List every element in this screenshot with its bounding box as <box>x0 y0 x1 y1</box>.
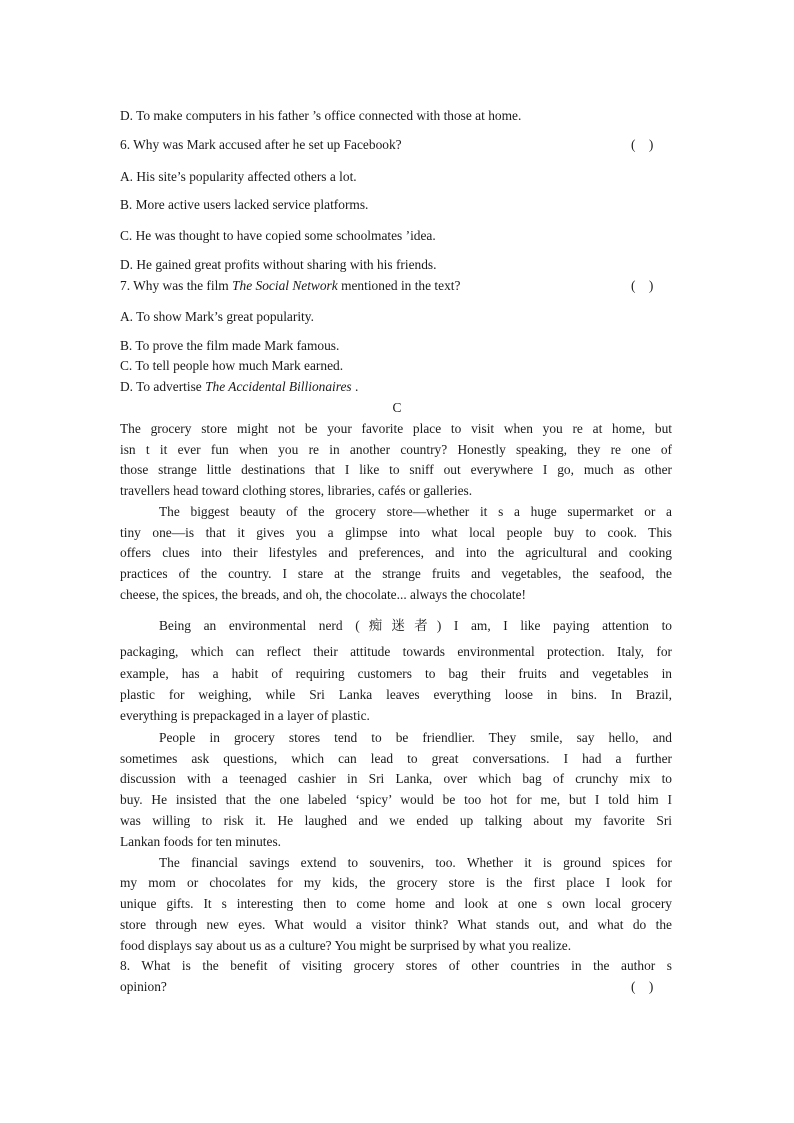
passage-line: cheese, the spices, the breads, and oh, the chocolate... always the chocolate! <box>120 587 527 602</box>
q7-answer-blank[interactable]: ( ) <box>631 278 654 293</box>
passage-heading: C <box>392 400 402 415</box>
passage-line: isn t it ever fun when you re in another country? Honestly speaking, they re one of <box>120 442 672 457</box>
passage-line: The financial savings extend to souvenirs, too. Whether it is ground spices for <box>159 855 672 870</box>
passage-line: Being an environmental nerd (痴迷者) I am, I like paying attention to <box>159 618 672 633</box>
q7-option-d <box>120 380 358 393</box>
q8-stem: 8. What is the benefit of visiting grocery stores of other countries in the author s <box>120 958 672 973</box>
q7-stem-post: mentioned in the text? <box>337 278 461 293</box>
passage-line: plastic for weighing, while Sri Lanka leaves everything loose in bins. In Brazil, <box>120 687 672 702</box>
passage-line: store through new eyes. What would a visitor think? What stands out, and what do the <box>120 917 672 932</box>
passage-line: People in grocery stores tend to be friendlier. They smile, say hello, and <box>159 730 672 745</box>
passage-line: those strange little destinations that I like to sniff out everywhere I go, much as other <box>120 462 672 477</box>
passage-line: offers clues into their lifestyles and preferences, and into the agricultural and cooking <box>120 545 672 560</box>
q7-stem <box>120 279 460 292</box>
q6-option-d: D. He gained great profits without sharing with his friends. <box>120 257 437 272</box>
q7-option-a: A. To show Mark’s great popularity. <box>120 309 314 324</box>
passage-line: sometimes ask questions, which can lead to great conversations. I had a further <box>120 751 672 766</box>
q7-stem-pre: 7. Why was the film <box>120 278 233 293</box>
passage-line: The biggest beauty of the grocery store—whether it s a huge supermarket or a <box>159 504 672 519</box>
passage-line: Lankan foods for ten minutes. <box>120 834 282 849</box>
passage-line: food displays say about us as a culture? You might be surprised by what you realize. <box>120 938 572 953</box>
passage-line: everything is prepackaged in a layer of plastic. <box>120 708 370 723</box>
q7-option-b: B. To prove the film made Mark famous. <box>120 338 340 353</box>
q7-option-d-pre: D. To advertise <box>120 379 206 394</box>
passage-line: travellers head toward clothing stores, libraries, cafés or galleries. <box>120 483 473 498</box>
passage-line: was willing to risk it. He laughed and we ended up talking about my favorite Sri <box>120 813 672 828</box>
q8-answer-blank[interactable]: ( ) <box>631 979 654 994</box>
q7-option-d-post: . <box>351 379 359 394</box>
q6-stem: 6. Why was Mark accused after he set up Facebook? <box>120 137 402 152</box>
q6-option-b: B. More active users lacked service platforms. <box>120 197 369 212</box>
passage-line: example, has a habit of requiring customers to bag their fruits and vegetables in <box>120 666 672 681</box>
passage-line: unique gifts. It s interesting then to come home and look at one s own local grocery <box>120 896 672 911</box>
q7-option-c: C. To tell people how much Mark earned. <box>120 358 344 373</box>
passage-line: discussion with a teenaged cashier in Sri Lanka, over which bag of crunchy mix to <box>120 771 672 786</box>
passage-line: The grocery store might not be your favorite place to visit when you re at home, but <box>120 421 672 436</box>
passage-line: my mom or chocolates for my kids, the grocery store is the first place I look for <box>120 875 672 890</box>
q7-book-title: The Accidental Billionaires <box>205 379 352 394</box>
passage-line: packaging, which can reflect their attitude towards environmental protection. Italy, for <box>120 644 672 659</box>
q8-stem-cont: opinion? <box>120 979 167 994</box>
q5-option-d: D. To make computers in his father ’s office connected with those at home. <box>120 108 522 123</box>
q6-answer-blank[interactable]: ( ) <box>631 137 654 152</box>
passage-line: tiny one—is that it gives you a glimpse into what local people buy to cook. This <box>120 525 672 540</box>
q6-option-a: A. His site’s popularity affected others a lot. <box>120 169 357 184</box>
passage-line: practices of the country. I stare at the strange fruits and vegetables, the seafood, the <box>120 566 672 581</box>
q6-option-c: C. He was thought to have copied some schoolmates ’idea. <box>120 228 436 243</box>
passage-line: buy. He insisted that the one labeled ‘spicy’ would be too hot for me, but I told him I <box>120 792 672 807</box>
q7-film-title: The Social Network <box>232 278 338 293</box>
